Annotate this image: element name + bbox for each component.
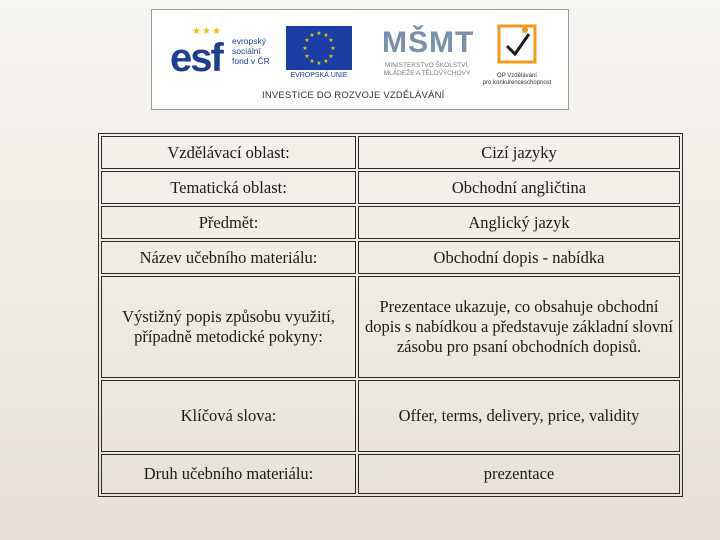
esf-stars-icon: ★★★: [192, 26, 222, 37]
eu-label: EVROPSKÁ UNIE: [290, 72, 348, 79]
row-value: Obchodní angličtina: [358, 171, 680, 204]
row-value: Prezentace ukazuje, co obsahuje obchodní dopis s nabídkou a představuje základní slovní zásobu pro psaní obchodních dopisů.: [358, 276, 680, 378]
logo-banner: [151, 9, 569, 110]
op-label: OP Vzdělávání pro konkurenceschopnost: [482, 73, 552, 86]
svg-text:★: ★: [309, 32, 315, 39]
row-value: prezentace: [358, 454, 680, 494]
metadata-table: [98, 133, 683, 497]
svg-text:★: ★: [304, 53, 310, 60]
svg-text:★: ★: [328, 37, 334, 44]
table-row: [101, 206, 680, 239]
svg-text:★: ★: [302, 45, 308, 52]
esf-wordmark: esf: [170, 36, 222, 80]
row-label: Tematická oblast:: [101, 171, 356, 204]
esf-subtitle: evropský sociální fond v ČR: [232, 36, 270, 66]
msmt-label: MINISTERSTVO ŠKOLSTVÍ, MLÁDEŽE A TĚLOVÝCHOVY: [383, 62, 471, 77]
row-label: Předmět:: [101, 206, 356, 239]
svg-text:★: ★: [323, 32, 329, 39]
msmt-logo: [382, 24, 475, 84]
row-value: Obchodní dopis - nabídka: [358, 241, 680, 274]
op-logo: [480, 22, 554, 86]
row-value: Offer, terms, delivery, price, validity: [358, 380, 680, 452]
banner-tagline: INVESTICE DO ROZVOJE VZDĚLÁVÁNÍ: [262, 90, 445, 101]
row-value: Cizí jazyky: [358, 136, 680, 169]
row-label: Výstižný popis způsobu využití, případně metodické pokyny:: [101, 276, 356, 378]
svg-text:★: ★: [309, 58, 315, 65]
esf-logo: [170, 26, 282, 86]
eu-logo: [286, 26, 352, 82]
op-emblem-icon: [495, 22, 539, 66]
row-value: Anglický jazyk: [358, 206, 680, 239]
table-row: [101, 380, 680, 452]
msmt-mark: MŠMT: [382, 26, 475, 59]
svg-text:★: ★: [323, 58, 329, 65]
table-row: [101, 241, 680, 274]
row-label: Název učebního materiálu:: [101, 241, 356, 274]
row-label: Druh učebního materiálu:: [101, 454, 356, 494]
row-label: Vzdělávací oblast:: [101, 136, 356, 169]
eu-flag-icon: [286, 26, 352, 70]
table-row: [101, 276, 680, 378]
svg-text:★: ★: [304, 37, 310, 44]
svg-text:★: ★: [316, 60, 322, 67]
table-row: [101, 171, 680, 204]
svg-text:★: ★: [328, 53, 334, 60]
table-row: [101, 136, 680, 169]
svg-text:★: ★: [330, 45, 336, 52]
row-label: Klíčová slova:: [101, 380, 356, 452]
table-row: [101, 454, 680, 494]
svg-text:★: ★: [316, 30, 322, 37]
